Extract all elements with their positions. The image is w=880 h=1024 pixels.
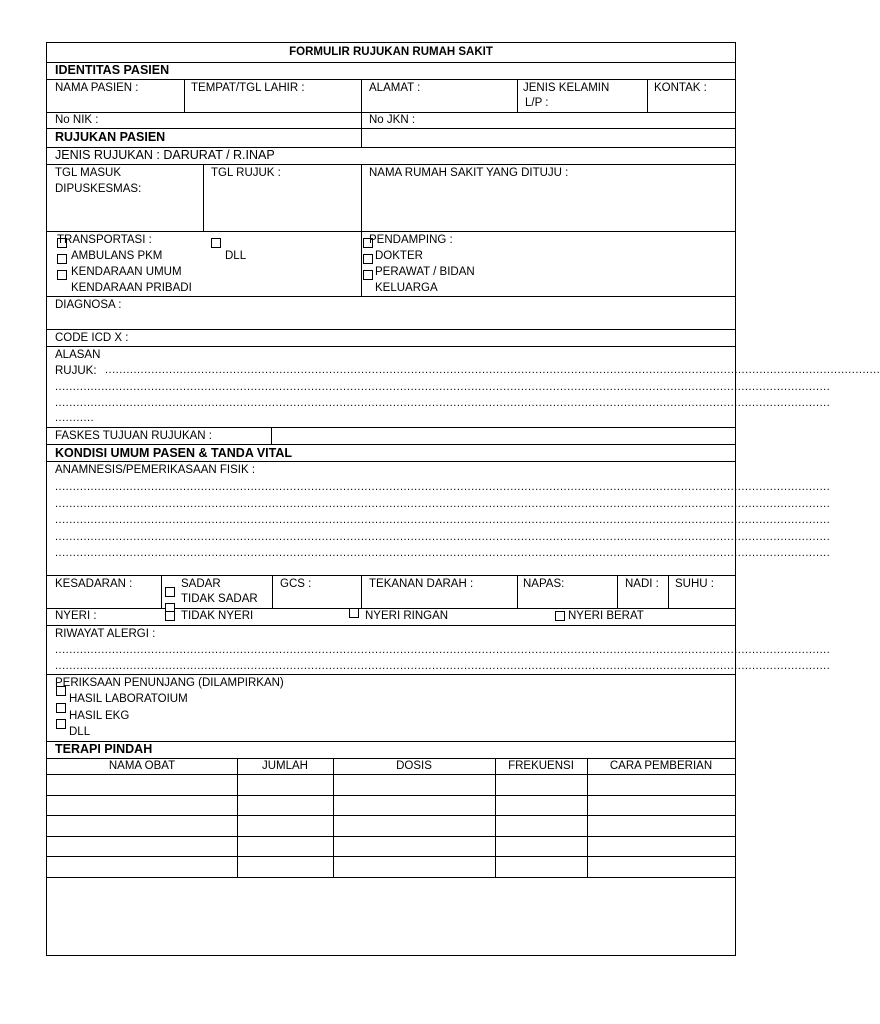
jenis-rujukan-label[interactable]: JENIS RUJUKAN : DARURAT / R.INAP [55, 148, 275, 162]
tidak-nyeri-label: TIDAK NYERI [181, 610, 254, 622]
napas-label[interactable]: NAPAS: [523, 578, 565, 590]
perawat-label: PERAWAT / BIDAN [375, 266, 475, 278]
referral-form [46, 42, 880, 956]
hasil-lab-label: HASIL LABORATOIUM [69, 693, 188, 705]
alamat-label[interactable]: ALAMAT : [369, 82, 421, 94]
tgl-masuk-label[interactable]: TGL MASUK [55, 167, 122, 179]
kontak-label[interactable]: KONTAK : [654, 82, 707, 94]
anamnesis-label: ANAMNESIS/PEMERIKASAAN FISIK : [55, 464, 256, 476]
nyeri-berat-checkbox[interactable] [555, 611, 565, 621]
nama-pasien-label[interactable]: NAMA PASIEN : [55, 82, 139, 94]
kondisi-header: KONDISI UMUM PASEN & TANDA VITAL [55, 446, 293, 460]
anamnesis-dotted-line-4[interactable]: .......................................................................................................................................................................................................................... [55, 531, 831, 543]
col-nama-obat: NAMA OBAT [108, 760, 176, 772]
terapi-table-body[interactable] [47, 775, 735, 877]
transportasi-label: TRANSPORTASI : [57, 234, 152, 246]
nyeri-ringan-label: NYERI RINGAN [365, 610, 449, 622]
pendamping-label: PENDAMPING : [369, 234, 453, 246]
dll-penunjang-checkbox[interactable] [56, 719, 66, 729]
penunjang-label: PERIKSAAN PENUNJANG (DILAMPIRKAN) [55, 677, 284, 689]
suhu-label[interactable]: SUHU : [675, 578, 714, 590]
nama-rs-label[interactable]: NAMA RUMAH SAKIT YANG DITUJU : [369, 167, 569, 179]
kendaraan-pribadi-label: KENDARAAN PRIBADI [71, 282, 192, 294]
riwayat-alergi-label: RIWAYAT ALERGI : [55, 628, 156, 640]
code-icd-label[interactable]: CODE ICD X : [55, 332, 129, 344]
ambulans-checkbox[interactable] [57, 254, 67, 264]
alasan-dotted-line-3[interactable]: .......................................................................................................................................................................................................................... [55, 397, 831, 409]
rujukan-header: RUJUKAN PASIEN [55, 130, 166, 144]
alasan-dotted-line-4[interactable]: ........... [55, 412, 95, 424]
form-title: FORMULIR RUJUKAN RUMAH SAKIT [289, 46, 493, 58]
kendaraan-umum-label: KENDARAAN UMUM [71, 266, 182, 278]
tempat-tgl-lahir-label[interactable]: TEMPAT/TGL LAHIR : [191, 82, 305, 94]
sadar-label: SADAR [181, 578, 221, 590]
hasil-ekg-checkbox[interactable] [56, 703, 66, 713]
perawat-checkbox[interactable] [363, 270, 373, 280]
alasan-dotted-line-2[interactable]: .......................................................................................................................................................................................................................... [55, 381, 831, 393]
col-frekuensi: FREKUENSI [508, 760, 574, 772]
diagnosa-label[interactable]: DIAGNOSA : [55, 299, 122, 311]
tidak-nyeri-checkbox[interactable] [165, 611, 175, 621]
dll-label: DLL [225, 250, 247, 262]
keluarga-label: KELUARGA [375, 282, 438, 294]
alergi-dotted-line-1[interactable]: .......................................................................................................................................................................................................................... [55, 644, 831, 656]
jenis-kelamin-lp-label: L/P : [525, 97, 549, 109]
rujuk-label: RUJUK: [55, 365, 97, 377]
nadi-label[interactable]: NADI : [625, 578, 659, 590]
dokter-label: DOKTER [375, 250, 423, 262]
dll-checkbox[interactable] [211, 238, 221, 248]
anamnesis-dotted-line-3[interactable]: .......................................................................................................................................................................................................................... [55, 514, 831, 526]
tgl-masuk-label-2: DIPUSKESMAS: [55, 183, 142, 195]
kendaraan-umum-checkbox[interactable] [57, 270, 67, 280]
tgl-rujuk-label[interactable]: TGL RUJUK : [211, 167, 281, 179]
dokter-checkbox[interactable] [363, 254, 373, 264]
jenis-kelamin-label[interactable]: JENIS KELAMIN [523, 82, 610, 94]
sadar-checkbox[interactable] [165, 587, 175, 597]
no-jkn-label[interactable]: No JKN : [369, 114, 416, 126]
nyeri-ringan-checkbox[interactable] [349, 608, 359, 618]
dll-penunjang-label: DLL [69, 726, 91, 738]
alergi-dotted-line-2[interactable]: .......................................................................................................................................................................................................................... [55, 660, 831, 672]
anamnesis-dotted-line-1[interactable]: .......................................................................................................................................................................................................................... [55, 481, 831, 493]
col-cara-pemberian: CARA PEMBERIAN [609, 760, 713, 772]
col-jumlah: JUMLAH [261, 760, 308, 772]
anamnesis-dotted-line-2[interactable]: .......................................................................................................................................................................................................................... [55, 498, 831, 510]
tidak-sadar-label: TIDAK SADAR [181, 593, 258, 605]
no-nik-label[interactable]: No NIK : [55, 114, 99, 126]
alasan-dotted-line-1[interactable]: .......................................................................................................................................................................................................................... [105, 364, 880, 376]
nyeri-berat-label: NYERI BERAT [568, 610, 644, 622]
alasan-label: ALASAN [55, 349, 101, 361]
kesadaran-label: KESADARAN : [55, 578, 133, 590]
hasil-ekg-label: HASIL EKG [69, 710, 130, 722]
col-dosis: DOSIS [396, 760, 432, 772]
tekanan-darah-label[interactable]: TEKANAN DARAH : [369, 578, 474, 590]
terapi-header: TERAPI PINDAH [55, 742, 153, 756]
anamnesis-dotted-line-5[interactable]: .......................................................................................................................................................................................................................... [55, 547, 831, 559]
nyeri-label: NYERI : [55, 610, 97, 622]
faskes-label[interactable]: FASKES TUJUAN RUJUKAN : [55, 430, 212, 442]
gcs-label[interactable]: GCS : [280, 578, 312, 590]
ambulans-label: AMBULANS PKM [71, 250, 163, 262]
identitas-header: IDENTITAS PASIEN [55, 63, 170, 77]
